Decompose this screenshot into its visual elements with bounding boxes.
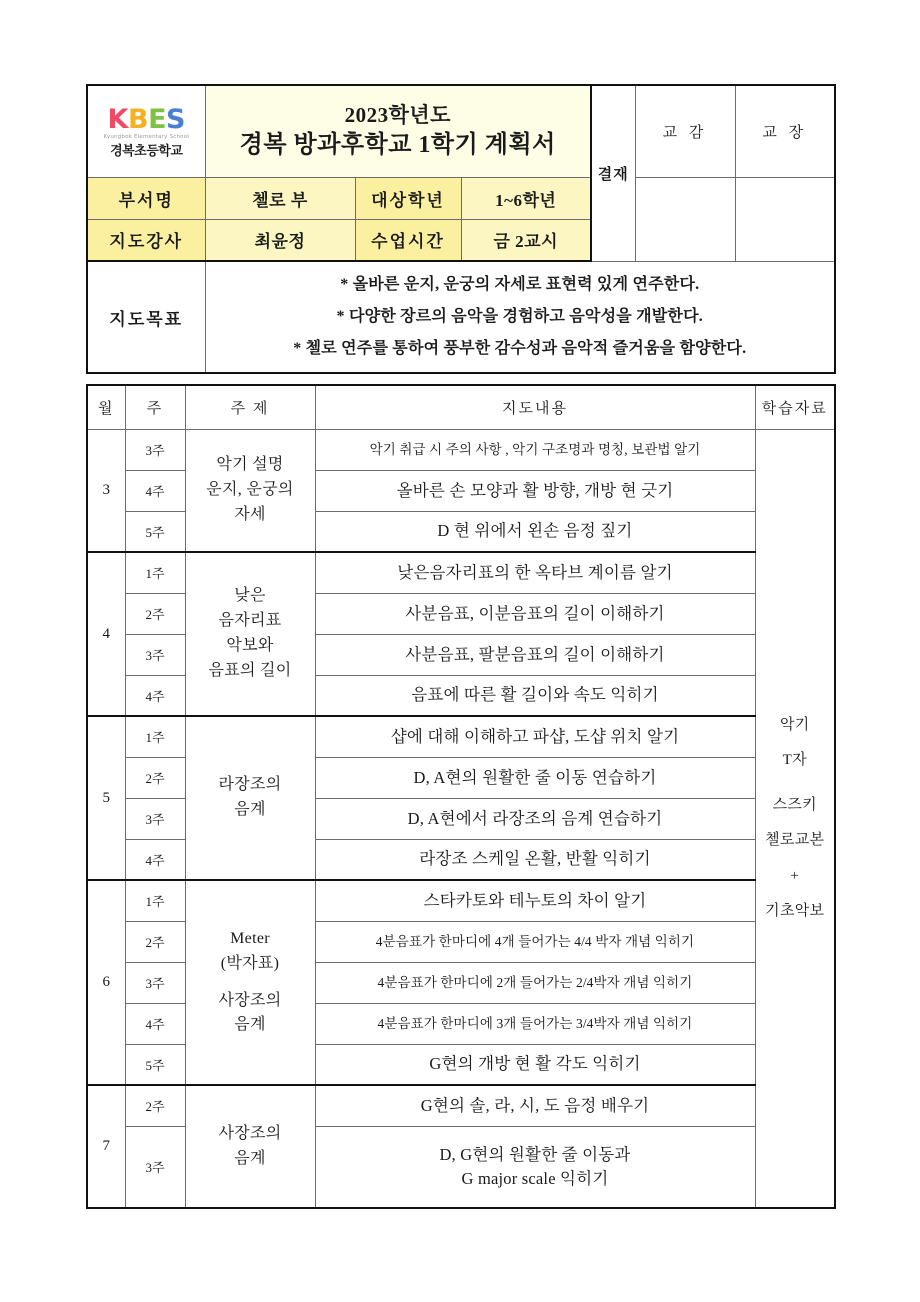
week-cell: 5주 bbox=[125, 1044, 185, 1085]
month-cell: 4 bbox=[87, 552, 125, 716]
topic-line: Meter bbox=[230, 929, 270, 947]
title-main: 경복 방과후학교 1학기 계획서 bbox=[239, 132, 556, 159]
goals-body bbox=[205, 261, 835, 373]
table-row bbox=[87, 880, 835, 921]
week-cell: 3주 bbox=[125, 634, 185, 675]
topic-line: 사장조의 bbox=[218, 991, 282, 1009]
table-row bbox=[87, 429, 835, 470]
week-cell: 3주 bbox=[125, 962, 185, 1003]
materials-cell bbox=[755, 429, 835, 1208]
week-cell: 3주 bbox=[125, 429, 185, 470]
schedule-header-cell: 지도내용 bbox=[315, 385, 755, 429]
logo-subtitle: Kyungbok Elementary School bbox=[103, 134, 190, 140]
topic-cell bbox=[185, 552, 315, 716]
week-cell: 4주 bbox=[125, 839, 185, 880]
content-cell: 4분음표가 한마디에 4개 들어가는 4/4 박자 개념 익히기 bbox=[315, 921, 755, 962]
week-cell: 1주 bbox=[125, 716, 185, 757]
logo-letter-k: K bbox=[107, 104, 128, 135]
content-cell: 음표에 따른 활 길이와 속도 익히기 bbox=[315, 675, 755, 716]
field-label-class-time: 수업시간 bbox=[355, 219, 461, 261]
field-label-instructor: 지도강사 bbox=[87, 219, 205, 261]
month-cell: 5 bbox=[87, 716, 125, 880]
table-row bbox=[87, 1085, 835, 1126]
material-line: 스즈키 bbox=[772, 797, 817, 813]
month-cell: 6 bbox=[87, 880, 125, 1085]
topic-line: 사장조의 bbox=[218, 1124, 282, 1142]
material-line: 첼로교본 bbox=[765, 832, 825, 849]
week-cell: 4주 bbox=[125, 1003, 185, 1044]
week-cell: 1주 bbox=[125, 880, 185, 921]
field-label-department: 부서명 bbox=[87, 177, 205, 219]
week-cell: 1주 bbox=[125, 552, 185, 593]
topic-line: 라장조의 bbox=[218, 776, 282, 794]
material-line: 악기 bbox=[779, 716, 810, 733]
material-line: 기초악보 bbox=[765, 902, 825, 919]
week-cell: 2주 bbox=[125, 1085, 185, 1126]
topic-line: 악보와 bbox=[226, 637, 274, 654]
topic-line: 음자리표 bbox=[218, 612, 282, 630]
logo-letter-e: E bbox=[148, 104, 167, 135]
week-cell: 3주 bbox=[125, 798, 185, 839]
logo-letter-b: B bbox=[127, 104, 149, 135]
content-cell: 샵에 대해 이해하고 파샵, 도샵 위치 알기 bbox=[315, 716, 755, 757]
content-cell: D, A현에서 라장조의 음계 연습하기 bbox=[315, 798, 755, 839]
week-cell: 2주 bbox=[125, 593, 185, 634]
goals-list bbox=[206, 269, 835, 365]
week-cell: 4주 bbox=[125, 675, 185, 716]
field-value-class-time: 금 2교시 bbox=[461, 219, 591, 261]
content-cell: 낮은음자리표의 한 옥타브 계이름 알기 bbox=[315, 552, 755, 593]
document-title bbox=[205, 85, 591, 177]
approval-column-principal: 교 장 bbox=[735, 85, 835, 177]
logo-acronym bbox=[108, 106, 185, 133]
field-label-target-grade: 대상학년 bbox=[355, 177, 461, 219]
approval-column-vice-principal: 교 감 bbox=[635, 85, 735, 177]
topic-line: 낮은 bbox=[234, 587, 266, 605]
week-cell: 3주 bbox=[125, 1126, 185, 1208]
content-cell: G현의 개방 현 활 각도 익히기 bbox=[315, 1044, 755, 1085]
topic-line: 악기 설명 bbox=[216, 456, 284, 474]
logo-letter-s: S bbox=[166, 104, 185, 135]
content-cell: 스타카토와 테누토의 차이 알기 bbox=[315, 880, 755, 921]
schedule-header-cell: 월 bbox=[87, 385, 125, 429]
topic-cell bbox=[185, 880, 315, 1085]
content-cell: 라장조 스케일 온활, 반활 익히기 bbox=[315, 839, 755, 880]
goal-item: * 다양한 장르의 음악을 경험하고 음악성을 개발한다. bbox=[336, 308, 703, 325]
content-cell: 4분음표가 한마디에 2개 들어가는 2/4박자 개념 익히기 bbox=[315, 962, 755, 1003]
topic-line: (박자표) bbox=[220, 954, 280, 972]
approval-signature-vice-principal[interactable] bbox=[635, 177, 735, 261]
week-cell: 4주 bbox=[125, 470, 185, 511]
table-row bbox=[87, 552, 835, 593]
content-cell: G현의 솔, 라, 시, 도 음정 배우기 bbox=[315, 1085, 755, 1126]
schedule-header-cell: 학습자료 bbox=[755, 385, 835, 429]
month-cell: 7 bbox=[87, 1085, 125, 1208]
schedule-table bbox=[86, 384, 836, 1209]
content-cell: 4분음표가 한마디에 3개 들어가는 3/4박자 개념 익히기 bbox=[315, 1003, 755, 1044]
material-line: T자 bbox=[782, 751, 807, 768]
schedule-header-cell: 주 제 bbox=[185, 385, 315, 429]
content-cell: 악기 취급 시 주의 사항 , 악기 구조명과 명칭, 보관법 알기 bbox=[315, 429, 755, 470]
content-cell: D, A현의 원활한 줄 이동 연습하기 bbox=[315, 757, 755, 798]
topic-line: 음표의 길이 bbox=[208, 661, 292, 679]
topic-line: 음계 bbox=[234, 1149, 266, 1167]
title-year: 2023학년도 bbox=[344, 102, 451, 127]
document-page bbox=[86, 84, 834, 1209]
week-cell: 2주 bbox=[125, 921, 185, 962]
field-value-target-grade: 1~6학년 bbox=[461, 177, 591, 219]
content-cell: 사분음표, 이분음표의 길이 이해하기 bbox=[315, 593, 755, 634]
month-cell: 3 bbox=[87, 429, 125, 552]
goal-item: * 올바른 운지, 운궁의 자세로 표현력 있게 연주한다. bbox=[340, 276, 700, 293]
topic-cell bbox=[185, 1085, 315, 1208]
goal-item: * 첼로 연주를 통하여 풍부한 감수성과 음악적 즐거움을 함양한다. bbox=[293, 340, 747, 357]
header-table bbox=[86, 84, 836, 374]
field-value-department: 첼로 부 bbox=[205, 177, 355, 219]
content-line: G major scale 익히기 bbox=[461, 1168, 609, 1188]
approval-label: 결재 bbox=[591, 85, 635, 261]
week-cell: 2주 bbox=[125, 757, 185, 798]
logo-korean-name: 경복초등학교 bbox=[110, 142, 183, 158]
content-line: D, G현의 원활한 줄 이동과 bbox=[439, 1144, 631, 1164]
topic-line: 음계 bbox=[234, 801, 266, 818]
topic-cell bbox=[185, 429, 315, 552]
topic-cell bbox=[185, 716, 315, 880]
schedule-header-cell: 주 bbox=[125, 385, 185, 429]
topic-line: 자세 bbox=[234, 505, 266, 523]
week-cell: 5주 bbox=[125, 511, 185, 552]
content-cell bbox=[315, 1126, 755, 1208]
field-value-instructor: 최윤정 bbox=[205, 219, 355, 261]
material-line: + bbox=[790, 867, 800, 884]
content-cell: 올바른 손 모양과 활 방향, 개방 현 긋기 bbox=[315, 470, 755, 511]
content-cell: 사분음표, 팔분음표의 길이 이해하기 bbox=[315, 634, 755, 675]
goals-label: 지도목표 bbox=[87, 261, 205, 373]
topic-line: 음계 bbox=[234, 1016, 266, 1034]
content-cell: D 현 위에서 왼손 음정 짚기 bbox=[315, 511, 755, 552]
school-logo bbox=[87, 85, 205, 177]
approval-signature-principal[interactable] bbox=[735, 177, 835, 261]
topic-line: 운지, 운궁의 bbox=[206, 480, 294, 498]
table-row bbox=[87, 716, 835, 757]
